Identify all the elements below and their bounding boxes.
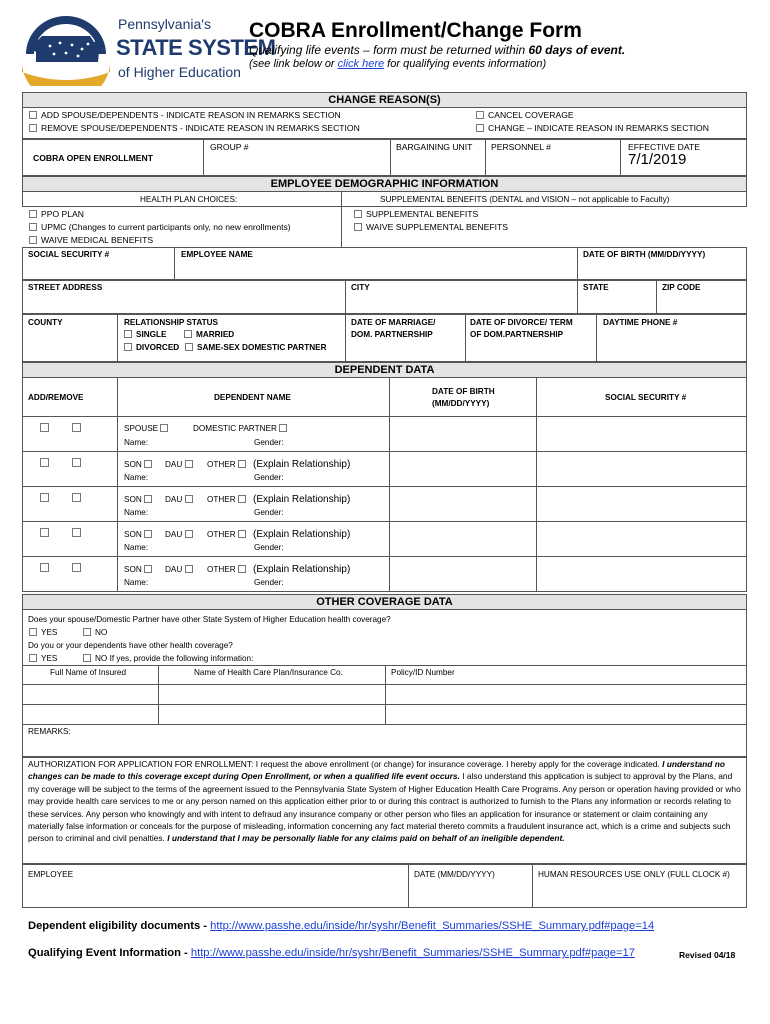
dau-label: DAU bbox=[165, 565, 183, 574]
dau-option[interactable] bbox=[165, 460, 197, 470]
same-sex-label: SAME-SEX DOMESTIC PARTNER bbox=[197, 343, 327, 352]
insurance-plan-column: Name of Health Care Plan/Insurance Co. bbox=[194, 668, 343, 677]
checkbox-icon[interactable] bbox=[29, 124, 37, 132]
explain-label: (Explain Relationship) bbox=[253, 564, 351, 575]
authorization-body: I also understand this application is subject to approval by the Plans, and my coverage will be subject to the terms of the agreement issued to the Pennsylvania State System of Higher Education Health Care Programs. Any person or operation having provided or who may provide health care services to me or any person named on this application either prior to or during this contract is authorized to furnish to the Plans any information or records relating to these services. Any person who knowingly and with intent to defraud any insurance company or other person who files an application for insurance or statement or claim containing any materially false information or conceals for the purpose of misleading, information concerning any fact material thereto commits a fraudulent insurance act, which is a crime and subjects such person to criminal and civil penalties. bbox=[28, 771, 741, 844]
authorization-text bbox=[28, 758, 745, 845]
dependent-name-column: DEPENDENT NAME bbox=[214, 393, 291, 402]
add-remove-column: ADD/REMOVE bbox=[28, 393, 84, 402]
explain-label: (Explain Relationship) bbox=[253, 459, 351, 470]
gender-label: Gender: bbox=[254, 543, 284, 552]
subtitle-text: Qualifying life events – form must be returned within bbox=[249, 43, 529, 57]
name-label: Name: bbox=[124, 438, 149, 447]
q2-no-label: NO bbox=[95, 654, 108, 663]
question-spouse-coverage: Does your spouse/Domestic Partner have other State System of Higher Education health coverage? bbox=[28, 615, 391, 624]
checkbox-icon[interactable] bbox=[185, 495, 193, 503]
change-label: CHANGE – INDICATE REASON IN REMARKS SECTION bbox=[488, 123, 709, 133]
checkbox-icon[interactable] bbox=[144, 495, 152, 503]
q1-yes-label: YES bbox=[41, 628, 58, 637]
revised-date: Revised 04/18 bbox=[679, 950, 736, 960]
q1-yes-option[interactable] bbox=[29, 628, 57, 638]
marriage-date-label-2: DOM. PARTNERSHIP bbox=[351, 330, 433, 339]
gender-label: Gender: bbox=[254, 438, 284, 447]
other-label: OTHER bbox=[207, 530, 236, 539]
street-address-field[interactable]: STREET ADDRESS bbox=[28, 283, 103, 292]
dau-label: DAU bbox=[165, 495, 183, 504]
logo bbox=[20, 14, 276, 86]
other-option[interactable] bbox=[207, 460, 250, 470]
checkbox-icon[interactable] bbox=[29, 236, 37, 244]
checkbox-icon[interactable] bbox=[160, 424, 168, 432]
other-label: OTHER bbox=[207, 565, 236, 574]
other-label: OTHER bbox=[207, 460, 236, 469]
checkbox-icon[interactable] bbox=[279, 424, 287, 432]
county-field[interactable]: COUNTY bbox=[28, 318, 63, 327]
checkbox-icon[interactable] bbox=[83, 628, 91, 636]
son-label: SON bbox=[124, 495, 142, 504]
add-dependents-option[interactable] bbox=[29, 110, 341, 121]
waive-supplemental-option[interactable] bbox=[354, 222, 508, 233]
married-option[interactable] bbox=[184, 330, 234, 340]
authorization-intro: AUTHORIZATION FOR APPLICATION FOR ENROLLMENT: I request the above enrollment (or change) for insurance coverage. I hereby apply for the coverage indicated. bbox=[28, 759, 663, 769]
other-option[interactable] bbox=[207, 530, 250, 540]
employee-signature-field[interactable]: EMPLOYEE bbox=[28, 870, 74, 879]
checkbox-icon[interactable] bbox=[29, 223, 37, 231]
explain-label: (Explain Relationship) bbox=[253, 494, 351, 505]
remove-dependents-option[interactable] bbox=[29, 123, 360, 134]
checkbox-icon[interactable] bbox=[144, 565, 152, 573]
remove-checkbox[interactable] bbox=[72, 458, 81, 467]
add-checkbox[interactable] bbox=[40, 493, 49, 502]
single-label: SINGLE bbox=[136, 330, 167, 339]
dependent-eligibility-line bbox=[28, 920, 654, 932]
logo-line2: STATE SYSTEM bbox=[116, 35, 276, 60]
q1-no-option[interactable] bbox=[83, 628, 107, 638]
checkbox-icon[interactable] bbox=[124, 330, 132, 338]
domestic-partner-label: DOMESTIC PARTNER bbox=[193, 424, 277, 433]
personnel-field[interactable]: PERSONNEL # bbox=[491, 142, 551, 152]
dependent-eligibility-label: Dependent eligibility documents - bbox=[28, 920, 211, 932]
spouse-label: SPOUSE bbox=[124, 424, 159, 433]
dau-option[interactable] bbox=[165, 530, 197, 540]
other-coverage-header: OTHER COVERAGE DATA bbox=[22, 594, 747, 610]
waive-medical-option[interactable] bbox=[29, 235, 153, 246]
signature-date-field[interactable]: DATE (MM/DD/YYYY) bbox=[414, 870, 495, 879]
domestic-partner-option[interactable] bbox=[193, 424, 291, 434]
supplemental-label: SUPPLEMENTAL BENEFITS bbox=[366, 209, 479, 219]
authorization-liability-note: I understand that I may be personally liable for any claims paid on behalf of an ineligible dependent. bbox=[167, 833, 565, 844]
checkbox-icon[interactable] bbox=[29, 111, 37, 119]
health-plan-choices-label: HEALTH PLAN CHOICES: bbox=[140, 195, 238, 204]
checkbox-icon[interactable] bbox=[29, 210, 37, 218]
gender-label: Gender: bbox=[254, 508, 284, 517]
note-pre: (see link below or bbox=[249, 58, 338, 70]
son-option[interactable] bbox=[124, 530, 156, 540]
remove-checkbox[interactable] bbox=[72, 563, 81, 572]
qualifying-event-link[interactable]: http://www.passhe.edu/inside/hr/syshr/Benefit_Summaries/SSHE_Summary.pdf#page=17 bbox=[190, 947, 635, 959]
remove-checkbox[interactable] bbox=[72, 528, 81, 537]
add-checkbox[interactable] bbox=[40, 458, 49, 467]
checkbox-icon[interactable] bbox=[29, 628, 37, 636]
waive-medical-label: WAIVE MEDICAL BENEFITS bbox=[41, 235, 154, 245]
logo-line1: Pennsylvania's bbox=[118, 16, 211, 32]
divorced-label: DIVORCED bbox=[136, 343, 180, 352]
divorced-option[interactable] bbox=[124, 343, 179, 353]
group-field[interactable]: GROUP # bbox=[210, 142, 249, 152]
demographic-header: EMPLOYEE DEMOGRAPHIC INFORMATION bbox=[22, 176, 747, 192]
checkbox-icon[interactable] bbox=[185, 565, 193, 573]
other-option[interactable] bbox=[207, 495, 250, 505]
dependent-table bbox=[22, 377, 747, 592]
qualifying-event-label: Qualifying Event Information - bbox=[28, 947, 191, 959]
name-label: Name: bbox=[124, 508, 149, 517]
ppo-plan-option[interactable] bbox=[29, 209, 84, 220]
name-label: Name: bbox=[124, 543, 149, 552]
zip-code-field[interactable]: ZIP CODE bbox=[662, 283, 701, 292]
add-checkbox[interactable] bbox=[40, 423, 49, 432]
bargaining-unit-field[interactable]: BARGAINING UNIT bbox=[396, 142, 473, 152]
same-sex-option[interactable] bbox=[185, 343, 327, 353]
daytime-phone-field[interactable]: DAYTIME PHONE # bbox=[603, 318, 678, 327]
authorization-open-enrollment-note: I understand no changes can be made to this coverage except during Open Enrollment, or when a qualified life event occurs. bbox=[28, 759, 725, 782]
dob-field[interactable]: DATE OF BIRTH (MM/DD/YYYY) bbox=[583, 250, 706, 259]
add-dependents-label: ADD SPOUSE/DEPENDENTS - INDICATE REASON IN REMARKS SECTION bbox=[41, 110, 341, 120]
son-option[interactable] bbox=[124, 565, 156, 575]
add-checkbox[interactable] bbox=[40, 528, 49, 537]
name-label: Name: bbox=[124, 578, 149, 587]
explain-label: (Explain Relationship) bbox=[253, 529, 351, 540]
click-here-link[interactable]: click here bbox=[337, 58, 385, 70]
dau-label: DAU bbox=[165, 460, 183, 469]
cancel-coverage-option[interactable] bbox=[476, 110, 574, 121]
remove-dependents-label: REMOVE SPOUSE/DEPENDENTS - INDICATE REASON IN REMARKS SECTION bbox=[41, 123, 360, 133]
q2-no-option[interactable] bbox=[83, 654, 253, 664]
page-title: COBRA Enrollment/Change Form bbox=[249, 19, 582, 42]
checkbox-icon[interactable] bbox=[185, 530, 193, 538]
son-option[interactable] bbox=[124, 460, 156, 470]
state-field[interactable]: STATE bbox=[583, 283, 609, 292]
gender-label: Gender: bbox=[254, 578, 284, 587]
q2-no-suffix: If yes, provide the following information: bbox=[109, 654, 254, 663]
name-label: Name: bbox=[124, 473, 149, 482]
cancel-coverage-label: CANCEL COVERAGE bbox=[488, 110, 574, 120]
qualifying-event-line bbox=[28, 947, 635, 959]
marriage-date-label-1: DATE OF MARRIAGE/ bbox=[351, 318, 436, 327]
son-label: SON bbox=[124, 530, 142, 539]
effective-date-label: EFFECTIVE DATE bbox=[628, 142, 700, 152]
change-option[interactable] bbox=[476, 123, 709, 134]
question-other-coverage: Do you or your dependents have other health coverage? bbox=[28, 641, 233, 650]
logo-line3: of Higher Education bbox=[118, 64, 241, 80]
q2-yes-label: YES bbox=[41, 654, 58, 663]
q2-yes-option[interactable] bbox=[29, 654, 57, 664]
add-checkbox[interactable] bbox=[40, 563, 49, 572]
employee-name-field[interactable]: EMPLOYEE NAME bbox=[181, 250, 253, 259]
upmc-option[interactable] bbox=[29, 222, 291, 233]
checkbox-icon[interactable] bbox=[83, 654, 91, 662]
relationship-status-label: RELATIONSHIP STATUS bbox=[124, 318, 219, 327]
divorce-date-label-1: DATE OF DIVORCE/ TERM bbox=[470, 318, 573, 327]
subtitle-deadline: 60 days of event. bbox=[528, 43, 626, 57]
son-label: SON bbox=[124, 565, 142, 574]
waive-supplemental-label: WAIVE SUPPLEMENTAL BENEFITS bbox=[366, 222, 508, 232]
checkbox-icon[interactable] bbox=[124, 343, 132, 351]
checkbox-icon[interactable] bbox=[354, 223, 362, 231]
effective-date-value[interactable]: 7/1/2019 bbox=[628, 151, 687, 168]
son-label: SON bbox=[124, 460, 142, 469]
note-post: for qualifying events information) bbox=[384, 58, 547, 70]
ssn-field[interactable]: SOCIAL SECURITY # bbox=[28, 250, 110, 259]
other-option[interactable] bbox=[207, 565, 250, 575]
dob-column-2: (MM/DD/YYYY) bbox=[432, 399, 490, 408]
remove-checkbox[interactable] bbox=[72, 423, 81, 432]
dependent-data-header: DEPENDENT DATA bbox=[22, 362, 747, 378]
upmc-label: UPMC (Changes to current participants only, no new enrollments) bbox=[41, 222, 291, 232]
cobra-open-enrollment: COBRA OPEN ENROLLMENT bbox=[33, 153, 153, 163]
hr-use-only-field[interactable]: HUMAN RESOURCES USE ONLY (FULL CLOCK #) bbox=[538, 870, 730, 879]
gender-label: Gender: bbox=[254, 473, 284, 482]
dau-option[interactable] bbox=[165, 565, 197, 575]
supplemental-option[interactable] bbox=[354, 209, 478, 220]
insured-name-column: Full Name of Insured bbox=[50, 668, 126, 677]
q1-no-label: NO bbox=[95, 628, 108, 637]
ssn-column: SOCIAL SECURITY # bbox=[605, 393, 687, 402]
checkbox-icon[interactable] bbox=[238, 530, 246, 538]
supplemental-benefits-header: SUPPLEMENTAL BENEFITS (DENTAL and VISION – not applicable to Faculty) bbox=[380, 195, 670, 204]
subtitle bbox=[249, 43, 625, 57]
city-field[interactable]: CITY bbox=[351, 283, 370, 292]
son-option[interactable] bbox=[124, 495, 156, 505]
single-option[interactable] bbox=[124, 330, 166, 340]
subtitle-note bbox=[249, 58, 546, 70]
married-label: MARRIED bbox=[196, 330, 235, 339]
checkbox-icon[interactable] bbox=[238, 460, 246, 468]
checkbox-icon[interactable] bbox=[185, 460, 193, 468]
pennsylvania-seal-icon bbox=[20, 14, 112, 86]
checkbox-icon[interactable] bbox=[185, 343, 193, 351]
address-row bbox=[22, 280, 747, 314]
change-reasons-header: CHANGE REASON(S) bbox=[22, 92, 747, 108]
checkbox-icon[interactable] bbox=[144, 530, 152, 538]
dependent-eligibility-link[interactable]: http://www.passhe.edu/inside/hr/syshr/Benefit_Summaries/SSHE_Summary.pdf#page=14 bbox=[210, 920, 655, 932]
remarks-field[interactable]: REMARKS: bbox=[28, 727, 71, 736]
dob-column-1: DATE OF BIRTH bbox=[432, 387, 495, 396]
checkbox-icon[interactable] bbox=[476, 111, 484, 119]
ppo-plan-label: PPO PLAN bbox=[41, 209, 84, 219]
checkbox-icon[interactable] bbox=[184, 330, 192, 338]
divorce-date-label-2: OF DOM.PARTNERSHIP bbox=[470, 330, 564, 339]
checkbox-icon[interactable] bbox=[354, 210, 362, 218]
checkbox-icon[interactable] bbox=[144, 460, 152, 468]
other-label: OTHER bbox=[207, 495, 236, 504]
spouse-option[interactable] bbox=[124, 424, 172, 434]
policy-number-column: Policy/ID Number bbox=[391, 668, 455, 677]
dau-option[interactable] bbox=[165, 495, 197, 505]
dau-label: DAU bbox=[165, 530, 183, 539]
checkbox-icon[interactable] bbox=[476, 124, 484, 132]
remove-checkbox[interactable] bbox=[72, 493, 81, 502]
checkbox-icon[interactable] bbox=[29, 654, 37, 662]
checkbox-icon[interactable] bbox=[238, 565, 246, 573]
checkbox-icon[interactable] bbox=[238, 495, 246, 503]
